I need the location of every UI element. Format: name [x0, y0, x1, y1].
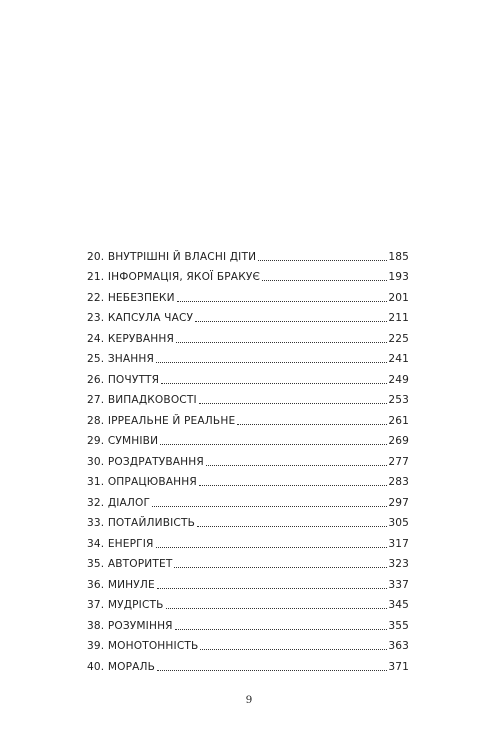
toc-dot-leader: [177, 301, 388, 302]
toc-entry-page: 363: [388, 640, 409, 653]
toc-entry: [87, 468, 409, 489]
page-number: 9: [245, 694, 253, 706]
toc-dot-leader: [176, 342, 387, 343]
toc-entry-page: 371: [388, 660, 409, 673]
toc-entry: [87, 263, 409, 284]
toc-entry-page: 305: [388, 517, 409, 530]
toc-entry-page: 241: [388, 353, 409, 366]
toc-dot-leader: [262, 280, 387, 281]
toc-entry-page: 211: [388, 312, 409, 325]
toc-entry-title: 28. ІРРЕАЛЬНЕ Й РЕАЛЬНЕ: [87, 414, 236, 427]
toc-dot-leader: [199, 485, 387, 486]
toc-entry-page: 253: [388, 394, 409, 407]
toc-entry-title: 37. МУДРІСТЬ: [87, 599, 164, 612]
toc-dot-leader: [156, 547, 388, 548]
toc-entry-page: 297: [388, 496, 409, 509]
toc-dot-leader: [199, 403, 388, 404]
toc-dot-leader: [166, 608, 388, 609]
toc-entry-page: 337: [388, 578, 409, 591]
toc-entry-page: 193: [388, 271, 409, 284]
toc-entry-page: 317: [388, 537, 409, 550]
toc-entry: [87, 570, 409, 591]
toc-entry: [87, 611, 409, 632]
toc-dot-leader: [161, 383, 387, 384]
toc-entry-page: 283: [388, 476, 409, 489]
toc-entry: [87, 427, 409, 448]
toc-entry: [87, 283, 409, 304]
toc-entry: [87, 591, 409, 612]
toc-entry: [87, 509, 409, 530]
toc-dot-leader: [195, 321, 387, 322]
toc-entry-title: 30. РОЗДРАТУВАННЯ: [87, 455, 204, 468]
toc-dot-leader: [152, 506, 387, 507]
toc-dot-leader: [160, 444, 387, 445]
toc-entry-title: 40. МОРАЛЬ: [87, 660, 156, 673]
toc-entry-title: 22. НЕБЕЗПЕКИ: [87, 291, 175, 304]
toc-entry: [87, 242, 409, 263]
toc-dot-leader: [157, 588, 387, 589]
toc-dot-leader: [197, 526, 387, 527]
toc-entry-page: 277: [388, 455, 409, 468]
toc-entry-title: 32. ДІАЛОГ: [87, 496, 151, 509]
toc-entry: [87, 447, 409, 468]
toc-entry: [87, 652, 409, 673]
toc-entry-title: 24. КЕРУВАННЯ: [87, 332, 175, 345]
toc-entry-page: 323: [388, 558, 409, 571]
toc-entry-title: 23. КАПСУЛА ЧАСУ: [87, 312, 194, 325]
toc-entry-title: 36. МИНУЛЕ: [87, 578, 155, 591]
table-of-contents: [87, 242, 409, 673]
toc-entry-title: 29. СУМНІВИ: [87, 435, 159, 448]
toc-entry: [87, 632, 409, 653]
toc-dot-leader: [237, 424, 387, 425]
toc-dot-leader: [200, 649, 387, 650]
toc-entry-title: 25. ЗНАННЯ: [87, 353, 155, 366]
toc-entry: [87, 365, 409, 386]
toc-entry-title: 20. ВНУТРІШНІ Й ВЛАСНІ ДІТИ: [87, 250, 257, 263]
toc-entry-page: 225: [388, 332, 409, 345]
toc-entry: [87, 345, 409, 366]
toc-entry: [87, 529, 409, 550]
toc-entry-page: 355: [388, 619, 409, 632]
toc-entry-title: 21. ІНФОРМАЦІЯ, ЯКОЇ БРАКУЄ: [87, 271, 261, 284]
toc-entry-page: 185: [388, 250, 409, 263]
toc-entry: [87, 550, 409, 571]
toc-entry-title: 39. МОНОТОННІСТЬ: [87, 640, 199, 653]
toc-entry-page: 201: [388, 291, 409, 304]
toc-entry-title: 33. ПОТАЙЛИВІСТЬ: [87, 517, 195, 530]
toc-entry-page: 269: [388, 435, 409, 448]
toc-entry-page: 345: [388, 599, 409, 612]
toc-dot-leader: [174, 567, 387, 568]
toc-dot-leader: [156, 362, 387, 363]
toc-entry-title: 26. ПОЧУТТЯ: [87, 373, 160, 386]
toc-dot-leader: [157, 670, 387, 671]
toc-dot-leader: [206, 465, 387, 466]
toc-entry-title: 34. ЕНЕРГІЯ: [87, 537, 154, 550]
toc-entry-title: 31. ОПРАЦЮВАННЯ: [87, 476, 197, 489]
toc-entry: [87, 406, 409, 427]
toc-entry: [87, 304, 409, 325]
toc-dot-leader: [258, 260, 387, 261]
toc-entry-title: 35. АВТОРИТЕТ: [87, 558, 173, 571]
toc-entry-page: 249: [388, 373, 409, 386]
toc-entry: [87, 386, 409, 407]
toc-entry-page: 261: [388, 414, 409, 427]
toc-entry-title: 38. РОЗУМІННЯ: [87, 619, 173, 632]
toc-entry: [87, 488, 409, 509]
toc-entry-title: 27. ВИПАДКОВОСТІ: [87, 394, 197, 407]
toc-entry: [87, 324, 409, 345]
toc-dot-leader: [175, 629, 388, 630]
